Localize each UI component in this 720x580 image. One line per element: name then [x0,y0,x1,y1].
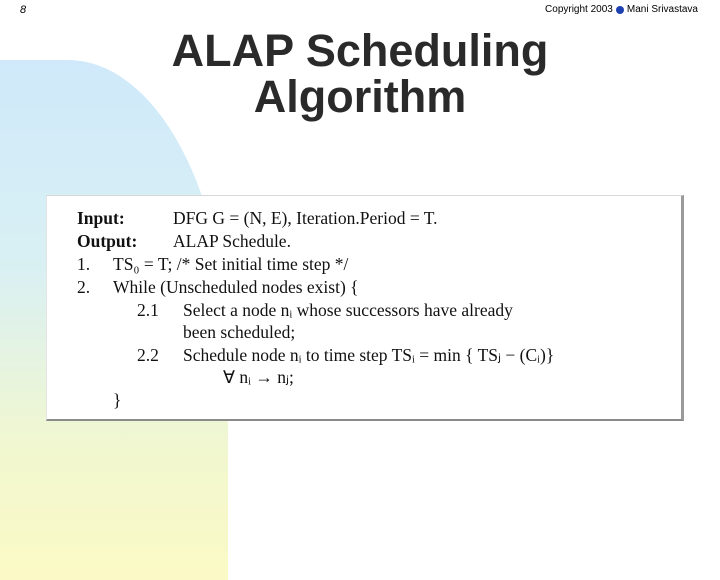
copyright-notice [545,4,698,15]
title-line-2: Algorithm [253,71,467,122]
step-2-2-continuation: ∀ nᵢ → nⱼ; [223,367,294,387]
copyright-author: Mani Srivastava [626,4,698,15]
step-2-text: While (Unscheduled nodes exist) { [113,277,359,297]
step-2-number: 2. [77,277,91,297]
step-2-1-number: 2.1 [137,300,159,320]
step-2-1-continuation: been scheduled; [183,322,296,342]
step-2-2-number: 2.2 [137,345,159,365]
copyright-text: Copyright 2003 [545,4,613,15]
input-label: Input: [77,208,125,228]
bullet-dot-icon [616,6,624,14]
output-label: Output: [77,231,138,251]
step-1-number: 1. [77,254,91,274]
page-title [130,25,590,122]
step-1-text: TS₀ = T; /* Set initial time step */ [113,254,349,274]
algorithm-box [46,195,684,421]
closing-brace: } [113,390,122,410]
input-value: DFG G = (N, E), Iteration.Period = T. [173,208,438,228]
step-2-1-text: Select a node nᵢ whose successors have already [183,300,513,320]
slide-number: 8 [20,4,27,16]
output-value: ALAP Schedule. [173,231,291,251]
title-line-1: ALAP Scheduling [171,25,549,76]
step-2-2-text: Schedule node nᵢ to time step TSᵢ = min { TSⱼ − (Cᵢ)} [183,345,555,365]
